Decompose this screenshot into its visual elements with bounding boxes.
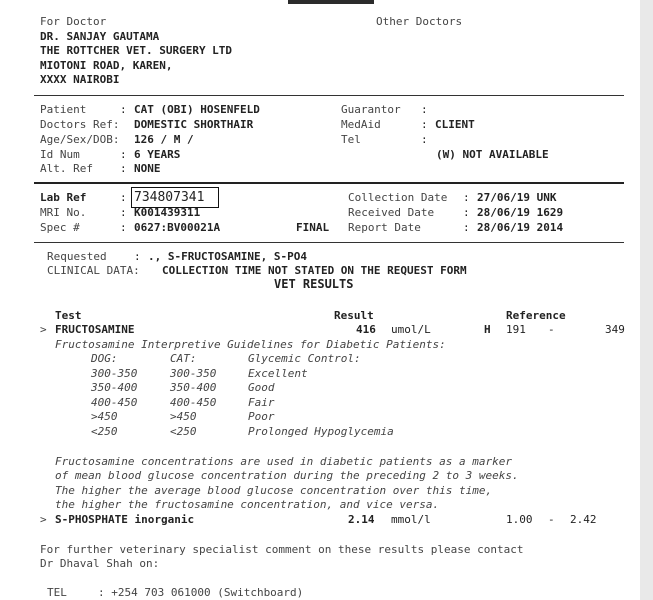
tel-colon: : (421, 133, 428, 146)
clinical-data-label: CLINICAL DATA: (47, 264, 140, 277)
spec-colon: : (120, 221, 127, 234)
divider-header (34, 95, 624, 96)
guideline-header-cat: CAT: (170, 352, 197, 365)
report-colon: : (463, 221, 470, 234)
fructosamine-value: 416 (356, 323, 376, 336)
guideline-row-control: Poor (248, 410, 275, 423)
medaid-value: CLIENT (435, 118, 475, 131)
tel-value: (W) NOT AVAILABLE (436, 148, 549, 161)
guideline-row-cat: 400-450 (170, 396, 217, 409)
report-date-value: 28/06/19 2014 (477, 221, 564, 234)
lab-ref-value: 734807341 (134, 190, 205, 205)
doctor-name: DR. SANJAY GAUTAMA (40, 30, 160, 43)
note-line: the higher the fructosamine concentration, and vice versa. (55, 498, 440, 511)
age-sex-dob-label: Age/Sex/DOB: (40, 133, 120, 146)
address-line-1: MIOTONI ROAD, KAREN, (40, 59, 173, 72)
spec-value: 0627:BV00021A (134, 221, 221, 234)
lab-ref-colon: : (120, 191, 127, 204)
guideline-row-control: Excellent (248, 367, 308, 380)
phosphate-value: 2.14 (348, 513, 375, 526)
footer-contact-name: Dr Dhaval Shah on: (40, 557, 160, 570)
guideline-row-dog: >450 (91, 410, 118, 423)
fructosamine-flag: H (484, 323, 491, 336)
requested-colon: : (134, 250, 141, 263)
guideline-row-dog: 350-400 (91, 381, 138, 394)
guideline-row-control: Fair (248, 396, 275, 409)
guideline-row-dog: 300-350 (91, 367, 138, 380)
results-title: VET RESULTS (274, 277, 354, 291)
note-line: The higher the average blood glucose concentration over this time, (55, 484, 493, 497)
fructosamine-unit: umol/L (391, 323, 431, 336)
id-num-colon: : (120, 148, 127, 161)
guarantor-label: Guarantor (341, 103, 401, 116)
guideline-row-control: Good (248, 381, 275, 394)
guideline-row-dog: <250 (91, 425, 118, 438)
phosphate-ref-low: 1.00 (506, 513, 533, 526)
guideline-header-dog: DOG: (91, 352, 118, 365)
lab-ref-label: Lab Ref (40, 191, 87, 204)
patient-value: CAT (OBI) HOSENFELD (134, 103, 260, 116)
medaid-colon: : (421, 118, 428, 131)
alt-ref-label: Alt. Ref (40, 162, 93, 175)
medaid-label: MedAid (341, 118, 381, 131)
row-marker: > (40, 513, 47, 526)
guideline-row-cat: >450 (170, 410, 197, 423)
alt-ref-value: NONE (134, 162, 161, 175)
guideline-row-dog: 400-450 (91, 396, 138, 409)
phosphate-ref-dash: - (548, 513, 555, 526)
age-sex-dob-value: 126 / M / (134, 133, 194, 146)
divider-patient (34, 182, 624, 184)
note-line: of mean blood glucose concentration during the preceding 2 to 3 weeks. (55, 469, 519, 482)
doctors-ref-value: DOMESTIC SHORTHAIR (134, 118, 254, 131)
col-reference: Reference (506, 309, 566, 322)
guideline-row-cat: 350-400 (170, 381, 217, 394)
tel-label: Tel (341, 133, 361, 146)
phosphate-name: S-PHOSPHATE inorganic (55, 513, 195, 526)
col-test: Test (55, 309, 82, 322)
doctors-ref-label: Doctors Ref: (40, 118, 120, 131)
report-date-label: Report Date (348, 221, 421, 234)
fructosamine-ref-dash: - (548, 323, 555, 336)
mri-label: MRI No. (40, 206, 87, 219)
for-doctor-label: For Doctor (40, 15, 107, 28)
other-doctors-label: Other Doctors (376, 15, 463, 28)
col-result: Result (334, 309, 374, 322)
mri-colon: : (120, 206, 127, 219)
clinic-name: THE ROTTCHER VET. SURGERY LTD (40, 44, 233, 57)
fructosamine-name: FRUCTOSAMINE (55, 323, 135, 336)
phosphate-ref-high: 2.42 (570, 513, 597, 526)
final-badge: FINAL (296, 221, 330, 234)
requested-value: ., S-FRUCTOSAMINE, S-PO4 (148, 250, 307, 263)
guideline-row-cat: <250 (170, 425, 197, 438)
note-line: Fructosamine concentrations are used in diabetic patients as a marker (55, 455, 512, 468)
guarantor-colon: : (421, 103, 428, 116)
received-date-label: Received Date (348, 206, 435, 219)
received-colon: : (463, 206, 470, 219)
clinical-data-value: COLLECTION TIME NOT STATED ON THE REQUEST FORM (162, 264, 467, 277)
collection-colon: : (463, 191, 470, 204)
row-marker: > (40, 323, 47, 336)
collection-date-value: 27/06/19 UNK (477, 191, 557, 204)
collection-date-label: Collection Date (348, 191, 448, 204)
phosphate-unit: mmol/l (391, 513, 431, 526)
footer-contact-line: For further veterinary specialist comment on these results please contact (40, 543, 524, 556)
guideline-row-control: Prolonged Hypoglycemia (248, 425, 394, 438)
top-scroll-bar (288, 0, 374, 4)
guideline-header-control: Glycemic Control: (248, 352, 361, 365)
patient-colon: : (120, 103, 127, 116)
id-num-label: Id Num (40, 148, 80, 161)
alt-ref-colon: : (120, 162, 127, 175)
footer-tel-value: : +254 703 061000 (Switchboard) (98, 586, 304, 599)
guideline-title: Fructosamine Interpretive Guidelines for Diabetic Patients: (55, 338, 446, 351)
mri-value: K001439311 (134, 206, 201, 219)
fructosamine-ref-low: 191 (506, 323, 526, 336)
address-line-2: XXXX NAIROBI (40, 73, 120, 86)
requested-label: Requested (47, 250, 107, 263)
guideline-row-cat: 300-350 (170, 367, 217, 380)
spec-label: Spec # (40, 221, 80, 234)
page-edge-shadow (640, 0, 653, 600)
divider-lab (34, 242, 624, 243)
fructosamine-ref-high: 349 (605, 323, 625, 336)
footer-tel-label: TEL (47, 586, 67, 599)
id-num-value: 6 YEARS (134, 148, 181, 161)
patient-label: Patient (40, 103, 87, 116)
received-date-value: 28/06/19 1629 (477, 206, 564, 219)
